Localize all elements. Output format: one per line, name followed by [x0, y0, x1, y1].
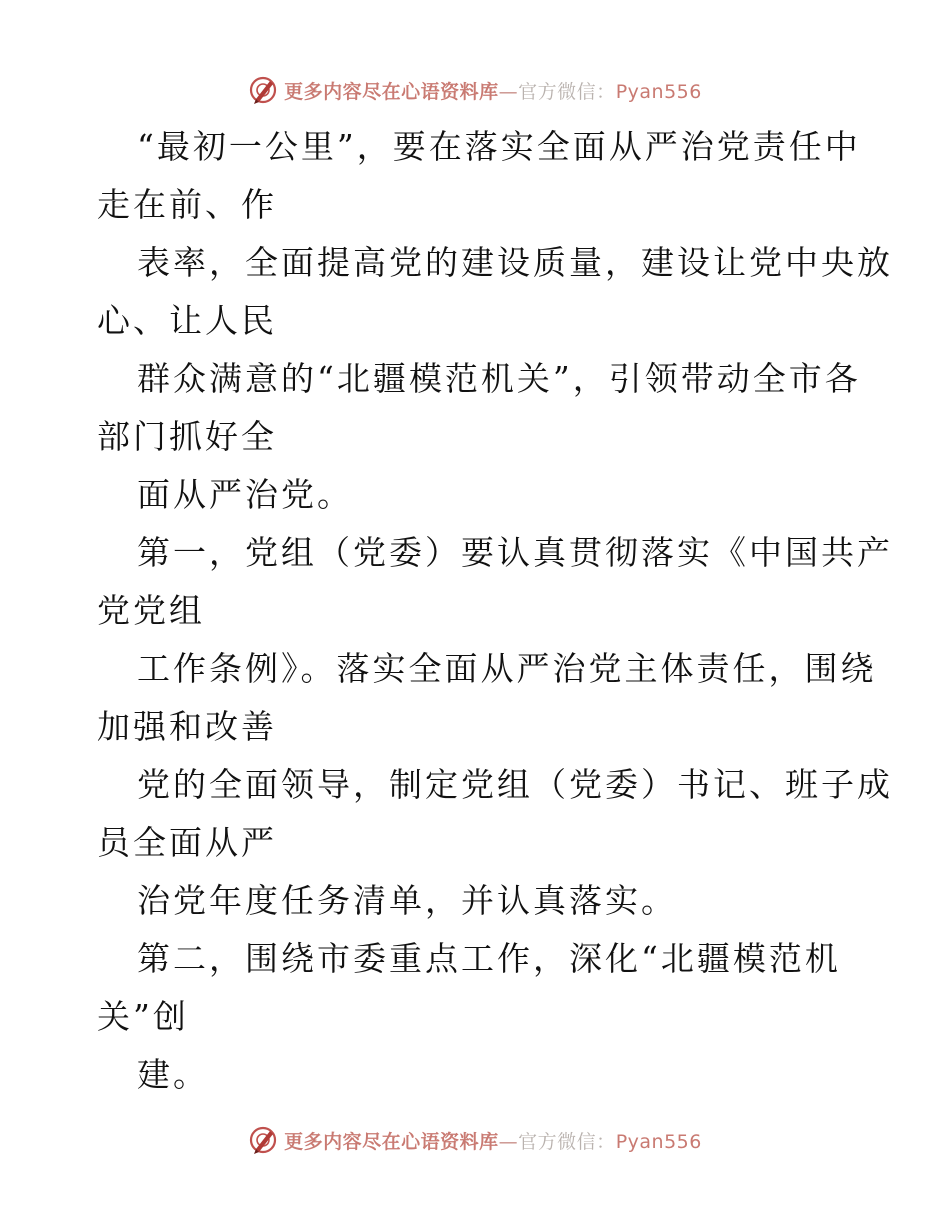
pen-logo-icon: [248, 1125, 278, 1155]
watermark-brand: 更多内容尽在心语资料库: [284, 80, 499, 103]
watermark-text: [284, 1127, 702, 1154]
text-line: 建。: [137, 1055, 209, 1094]
text-line: “最初一公里”，要在落实全面从严治党责任中: [137, 127, 861, 166]
text-line: 群众满意的“北疆模范机关”，引领带动全市各: [137, 359, 861, 398]
footer-watermark: [0, 1122, 950, 1158]
text-line: 部门抓好全: [97, 417, 277, 456]
text-line: 第一，党组（党委）要认真贯彻落实《中国共产: [137, 533, 893, 572]
text-line: 工作条例》。落实全面从严治党主体责任，围绕: [137, 649, 877, 688]
text-line: 关”创: [97, 997, 189, 1036]
text-line: 第二，围绕市委重点工作，深化“北疆模范机: [137, 939, 841, 978]
watermark-wechat-id: Pyan556: [615, 1130, 702, 1153]
pen-logo-icon: [248, 75, 278, 105]
text-line: 走在前、作: [97, 185, 277, 224]
watermark-text: [284, 77, 702, 104]
watermark-official-label: 官方微信：: [518, 1130, 616, 1153]
text-line: 心、让人民: [97, 301, 277, 340]
text-line: 员全面从严: [97, 823, 277, 862]
document-body: [97, 118, 893, 1104]
text-line: 加强和改善: [97, 707, 277, 746]
watermark-wechat-id: Pyan556: [615, 80, 702, 103]
watermark-brand: 更多内容尽在心语资料库: [284, 1130, 499, 1153]
watermark-separator: —: [498, 80, 519, 103]
text-line: 面从严治党。: [137, 475, 353, 514]
header-watermark: [0, 72, 950, 108]
watermark-official-label: 官方微信：: [518, 80, 616, 103]
text-line: 治党年度任务清单，并认真落实。: [137, 881, 677, 920]
text-line: 党党组: [97, 591, 205, 630]
text-line: 党的全面领导，制定党组（党委）书记、班子成: [137, 765, 893, 804]
watermark-separator: —: [498, 1130, 519, 1153]
text-line: 表率，全面提高党的建设质量，建设让党中央放: [137, 243, 893, 282]
